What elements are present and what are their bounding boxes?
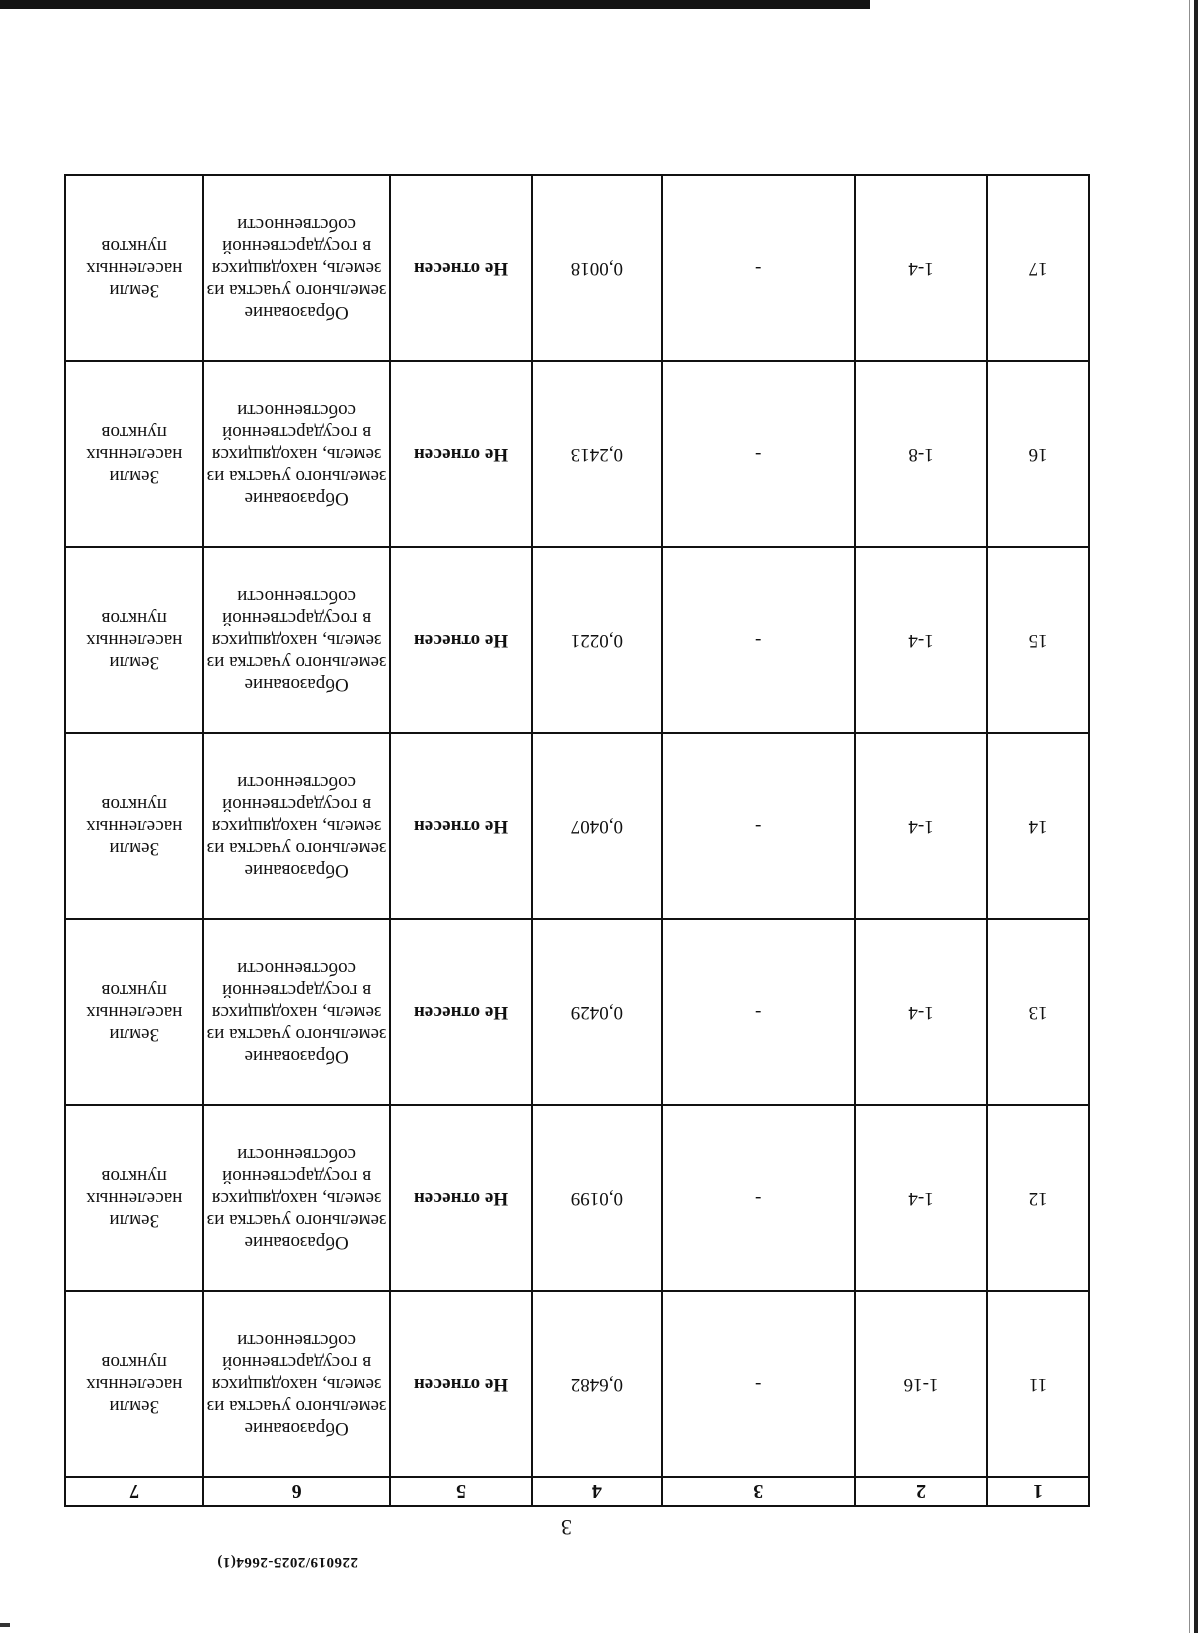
cell-number: 13 (987, 919, 1089, 1105)
cell-number: 16 (987, 361, 1089, 547)
cell-purpose: Образование земельного участка из земель, находящихся в государственной собственности (203, 361, 389, 547)
cell-col3: - (662, 361, 855, 547)
cell-area: 0,2413 (532, 361, 661, 547)
cell-category: Земли населенных пунктов (65, 919, 203, 1105)
column-header: 2 (855, 1477, 987, 1506)
cell-status: Не отнесен (390, 733, 533, 919)
cell-number: 15 (987, 547, 1089, 733)
cell-col3: - (662, 919, 855, 1105)
cell-area: 0,0018 (532, 175, 661, 361)
cell-points: 1-4 (855, 175, 987, 361)
table-row (65, 547, 1089, 733)
cell-col3: - (662, 733, 855, 919)
column-header: 4 (532, 1477, 661, 1506)
table-row (65, 361, 1089, 547)
column-header: 3 (662, 1477, 855, 1506)
cell-purpose: Образование земельного участка из земель, находящихся в государственной собственности (203, 175, 389, 361)
cell-number: 11 (987, 1291, 1089, 1477)
cell-status: Не отнесен (390, 547, 533, 733)
cell-col3: - (662, 1105, 855, 1291)
cell-points: 1-16 (855, 1291, 987, 1477)
cell-col3: - (662, 1291, 855, 1477)
table-row (65, 919, 1089, 1105)
page-number: 3 (561, 1515, 572, 1540)
cell-category: Земли населенных пунктов (65, 733, 203, 919)
cell-area: 0,0407 (532, 733, 661, 919)
cell-points: 1-8 (855, 361, 987, 547)
cell-category: Земли населенных пунктов (65, 361, 203, 547)
cell-purpose: Образование земельного участка из земель, находящихся в государственной собственности (203, 1105, 389, 1291)
cell-area: 0,0199 (532, 1105, 661, 1291)
table-row (65, 733, 1089, 919)
cell-area: 0,0429 (532, 919, 661, 1105)
cell-points: 1-4 (855, 547, 987, 733)
land-plots-table (64, 174, 1090, 1507)
cell-status: Не отнесен (390, 1291, 533, 1477)
cell-points: 1-4 (855, 733, 987, 919)
cell-purpose: Образование земельного участка из земель, находящихся в государственной собственности (203, 547, 389, 733)
cell-number: 14 (987, 733, 1089, 919)
cell-number: 17 (987, 175, 1089, 361)
cell-category: Земли населенных пунктов (65, 1105, 203, 1291)
cell-purpose: Образование земельного участка из земель, находящихся в государственной собственности (203, 919, 389, 1105)
cell-area: 0,0221 (532, 547, 661, 733)
cell-status: Не отнесен (390, 361, 533, 547)
cell-purpose: Образование земельного участка из земель, находящихся в государственной собственности (203, 1291, 389, 1477)
cell-points: 1-4 (855, 1105, 987, 1291)
cell-purpose: Образование земельного участка из земель, находящихся в государственной собственности (203, 733, 389, 919)
cell-status: Не отнесен (390, 175, 533, 361)
column-header: 5 (390, 1477, 533, 1506)
cell-category: Земли населенных пунктов (65, 175, 203, 361)
cell-category: Земли населенных пунктов (65, 547, 203, 733)
column-header: 6 (203, 1477, 389, 1506)
column-header: 1 (987, 1477, 1089, 1506)
table-row (65, 1291, 1089, 1477)
cell-status: Не отнесен (390, 1105, 533, 1291)
cell-col3: - (662, 547, 855, 733)
cell-col3: - (662, 175, 855, 361)
cell-category: Земли населенных пунктов (65, 1291, 203, 1477)
cell-area: 0,6482 (532, 1291, 661, 1477)
cell-points: 1-4 (855, 919, 987, 1105)
cell-status: Не отнесен (390, 919, 533, 1105)
table-header-row (65, 1477, 1089, 1506)
table-row (65, 1105, 1089, 1291)
cell-number: 12 (987, 1105, 1089, 1291)
table-row (65, 175, 1089, 361)
document-reference: 226019/2025-2664(1) (216, 1554, 358, 1570)
column-header: 7 (65, 1477, 203, 1506)
